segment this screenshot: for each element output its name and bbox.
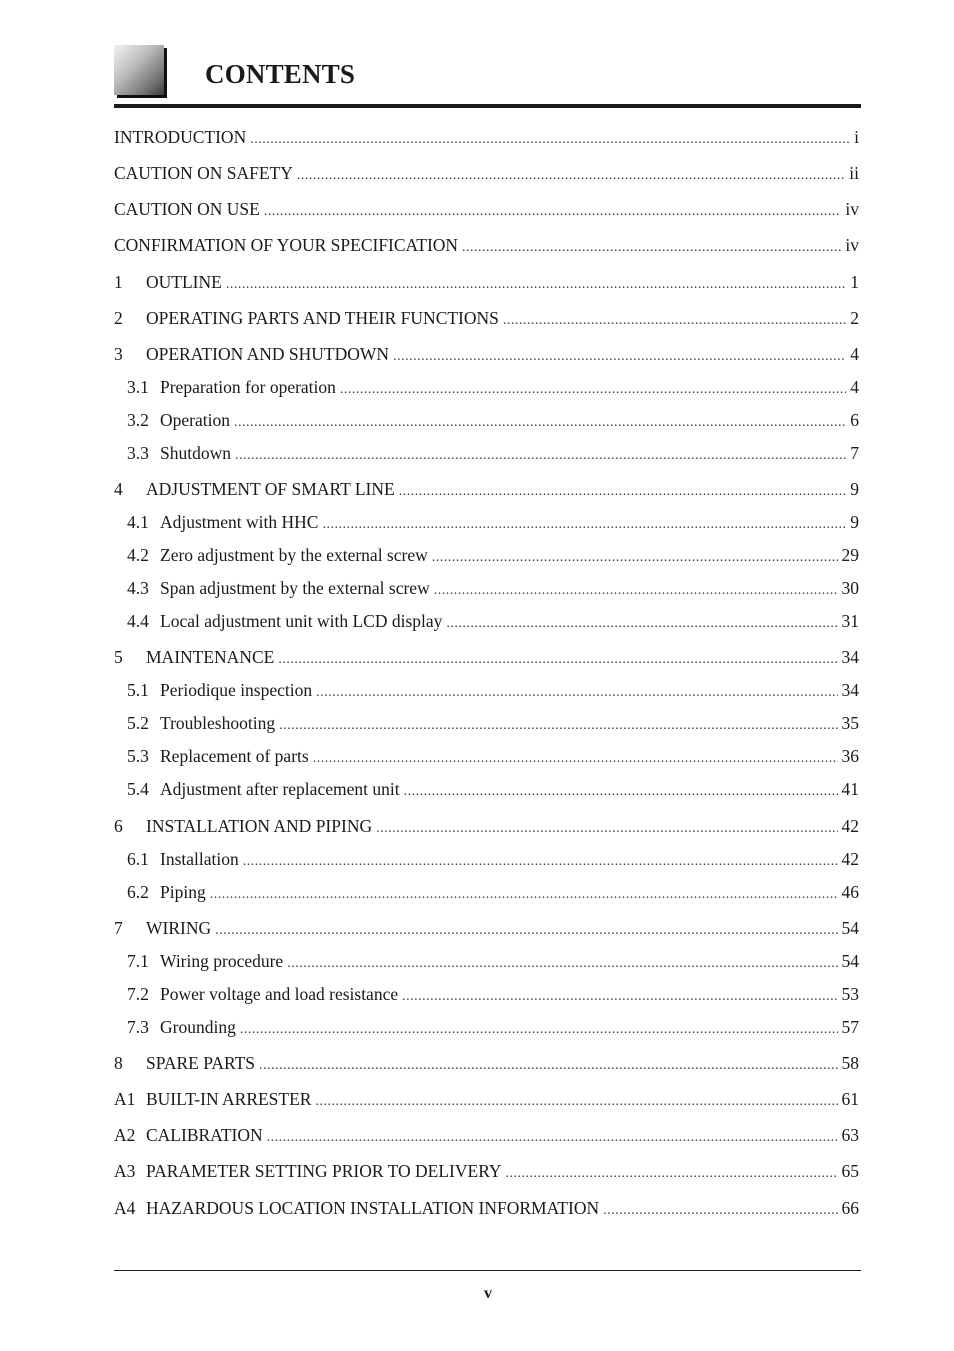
dot-leader xyxy=(240,1018,838,1042)
toc-entry-page: 6 xyxy=(850,410,859,430)
dot-leader xyxy=(210,883,838,907)
toc-entry-page: 4 xyxy=(850,377,859,397)
toc-entry[interactable] xyxy=(114,197,859,221)
toc-entry-label: Installation xyxy=(160,849,239,869)
dot-leader xyxy=(402,985,837,1009)
dot-leader xyxy=(603,1199,837,1223)
toc-entry-page: iv xyxy=(845,199,859,219)
toc-entry-label: SPARE PARTS xyxy=(146,1053,256,1073)
toc-entry-page: iv xyxy=(845,235,859,255)
dot-leader xyxy=(446,612,837,636)
toc-entry-label: Adjustment with HHC xyxy=(160,512,319,532)
toc-entry-number: A1 xyxy=(114,1089,136,1109)
toc-subsection-entry[interactable] xyxy=(127,678,859,702)
toc-entry-page: 30 xyxy=(841,578,859,598)
toc-entry-label: WIRING xyxy=(146,918,212,938)
toc-entry-number: 3.2 xyxy=(127,410,149,430)
dot-leader xyxy=(393,345,846,369)
toc-entry-label: CAUTION ON SAFETY xyxy=(114,163,293,183)
dot-leader xyxy=(432,546,838,570)
toc-entry-number: A2 xyxy=(114,1125,136,1145)
toc-entry-page: 9 xyxy=(850,512,859,532)
toc-entry-number: 4.1 xyxy=(127,512,149,532)
toc-entry[interactable] xyxy=(114,125,859,149)
toc-entry-label: INTRODUCTION xyxy=(114,127,247,147)
toc-entry-label: HAZARDOUS LOCATION INSTALLATION INFORMATION xyxy=(146,1198,600,1218)
toc-entry-number: 4.2 xyxy=(127,545,149,565)
toc-entry[interactable] xyxy=(114,270,859,294)
toc-entry-number: A4 xyxy=(114,1198,136,1218)
toc-entry-number: 6.2 xyxy=(127,882,149,902)
toc-entry-page: 54 xyxy=(841,951,859,971)
toc-entry-number: 5.3 xyxy=(127,746,149,766)
toc-entry-page: 65 xyxy=(841,1161,859,1181)
dot-leader xyxy=(322,513,846,537)
toc-entry-number: 3 xyxy=(114,344,123,364)
toc-entry-page: ii xyxy=(849,163,859,183)
dot-leader xyxy=(250,128,850,152)
toc-entry-page: 42 xyxy=(841,816,859,836)
toc-entry-page: 7 xyxy=(850,443,859,463)
toc-entry-page: 35 xyxy=(841,713,859,733)
toc-subsection-entry[interactable] xyxy=(127,408,859,432)
toc-entry-label: Wiring procedure xyxy=(160,951,284,971)
toc-entry-page: 53 xyxy=(841,984,859,1004)
toc-subsection-entry[interactable] xyxy=(127,543,859,567)
toc-entry[interactable] xyxy=(114,342,859,366)
toc-subsection-entry[interactable] xyxy=(127,576,859,600)
toc-entry-label: Periodique inspection xyxy=(160,680,313,700)
dot-leader xyxy=(234,411,846,435)
toc-entry-label: Operation xyxy=(160,410,230,430)
toc-entry-page: 9 xyxy=(850,479,859,499)
toc-entry-page: 54 xyxy=(841,918,859,938)
toc-entry-number: 6 xyxy=(114,816,123,836)
page-number: v xyxy=(484,1285,492,1302)
toc-subsection-entry[interactable] xyxy=(127,441,859,465)
toc-subsection-entry[interactable] xyxy=(127,744,859,768)
dot-leader xyxy=(340,378,846,402)
toc-entry[interactable] xyxy=(114,1196,859,1220)
toc-subsection-entry[interactable] xyxy=(127,847,859,871)
toc-subsection-entry[interactable] xyxy=(127,609,859,633)
toc-entry-label: OPERATING PARTS AND THEIR FUNCTIONS xyxy=(146,308,499,328)
toc-entry-number: 4.4 xyxy=(127,611,149,631)
toc-entry-label: MAINTENANCE xyxy=(146,647,275,667)
dot-leader xyxy=(404,780,838,804)
toc-entry[interactable] xyxy=(114,233,859,257)
toc-entry-label: CONFIRMATION OF YOUR SPECIFICATION xyxy=(114,235,459,255)
toc-entry-page: 4 xyxy=(850,344,859,364)
dot-leader xyxy=(235,444,846,468)
toc-entry-page: 2 xyxy=(850,308,859,328)
dot-leader xyxy=(267,1126,838,1150)
dot-leader xyxy=(315,1090,837,1114)
toc-subsection-entry[interactable] xyxy=(127,510,859,534)
toc-subsection-entry[interactable] xyxy=(127,880,859,904)
toc-entry-page: 34 xyxy=(841,647,859,667)
toc-entry-label: Piping xyxy=(160,882,206,902)
toc-entry-number: 7.1 xyxy=(127,951,149,971)
toc-entry-label: ADJUSTMENT OF SMART LINE xyxy=(146,479,395,499)
toc-entry[interactable] xyxy=(114,1087,859,1111)
toc-entry-number: 4 xyxy=(114,479,123,499)
toc-entry-number: 5.2 xyxy=(127,713,149,733)
toc-subsection-entry[interactable] xyxy=(127,777,859,801)
toc-entry-page: i xyxy=(854,127,859,147)
dot-leader xyxy=(506,1162,838,1186)
toc-entry-label: CALIBRATION xyxy=(146,1125,263,1145)
toc-entry-number: 5 xyxy=(114,647,123,667)
toc-entry[interactable] xyxy=(114,645,859,669)
dot-leader xyxy=(503,309,846,333)
page-title: CONTENTS xyxy=(205,59,356,89)
toc-entry-label: BUILT-IN ARRESTER xyxy=(146,1089,312,1109)
toc-entry-number: 1 xyxy=(114,272,123,292)
toc-entry-label: INSTALLATION AND PIPING xyxy=(146,816,373,836)
toc-entry-number: 2 xyxy=(114,308,123,328)
toc-entry-number: 8 xyxy=(114,1053,123,1073)
toc-entry-page: 58 xyxy=(841,1053,859,1073)
toc-subsection-entry[interactable] xyxy=(127,982,859,1006)
toc-entry[interactable] xyxy=(114,1159,859,1183)
toc-entry-page: 61 xyxy=(841,1089,859,1109)
toc-entry-page: 31 xyxy=(841,611,859,631)
toc-entry-page: 41 xyxy=(841,779,859,799)
toc-entry-label: Preparation for operation xyxy=(160,377,336,397)
toc-entry-page: 42 xyxy=(841,849,859,869)
toc-entry-number: 3.3 xyxy=(127,443,149,463)
dot-leader xyxy=(316,681,837,705)
toc-entry-number: 5.1 xyxy=(127,680,149,700)
toc-entry-page: 29 xyxy=(841,545,859,565)
toc-entry-label: PARAMETER SETTING PRIOR TO DELIVERY xyxy=(146,1161,502,1181)
toc-entry-label: Shutdown xyxy=(160,443,231,463)
toc-entry-page: 1 xyxy=(850,272,859,292)
dot-leader xyxy=(376,817,837,841)
toc-entry-label: Troubleshooting xyxy=(160,713,276,733)
dot-leader xyxy=(215,919,837,943)
toc-entry[interactable] xyxy=(114,1051,859,1075)
toc-entry-page: 46 xyxy=(841,882,859,902)
toc-entry-number: 6.1 xyxy=(127,849,149,869)
toc-entry-label: Span adjustment by the external screw xyxy=(160,578,430,598)
toc-subsection-entry[interactable] xyxy=(127,375,859,399)
toc-entry[interactable] xyxy=(114,1123,859,1147)
toc-subsection-entry[interactable] xyxy=(127,711,859,735)
dot-leader xyxy=(399,480,847,504)
toc-entry-number: 3.1 xyxy=(127,377,149,397)
toc-entry-label: Grounding xyxy=(160,1017,236,1037)
toc-entry[interactable] xyxy=(114,916,859,940)
dot-leader xyxy=(313,747,838,771)
toc-entry[interactable] xyxy=(114,477,859,501)
toc-entry-page: 66 xyxy=(841,1198,859,1218)
toc-entry-label: Zero adjustment by the external screw xyxy=(160,545,428,565)
toc-entry-label: Local adjustment unit with LCD display xyxy=(160,611,443,631)
toc-entry-label: CAUTION ON USE xyxy=(114,199,260,219)
toc-entry-number: 7 xyxy=(114,918,123,938)
dot-leader xyxy=(259,1054,837,1078)
dot-leader xyxy=(279,714,837,738)
toc-entry-number: 4.3 xyxy=(127,578,149,598)
toc-entry-number: A3 xyxy=(114,1161,136,1181)
toc-entry-page: 63 xyxy=(841,1125,859,1145)
dot-leader xyxy=(287,952,837,976)
toc-entry[interactable] xyxy=(114,306,859,330)
toc-entry-label: Adjustment after replacement unit xyxy=(160,779,400,799)
toc-entry-label: OUTLINE xyxy=(146,272,222,292)
footer-rule xyxy=(114,1270,861,1271)
dot-leader xyxy=(226,273,846,297)
toc-entry[interactable] xyxy=(114,161,859,185)
toc-entry-number: 7.3 xyxy=(127,1017,149,1037)
dot-leader xyxy=(462,236,841,260)
toc-entry-label: Replacement of parts xyxy=(160,746,309,766)
toc-entry-number: 7.2 xyxy=(127,984,149,1004)
toc-entry-page: 36 xyxy=(841,746,859,766)
dot-leader xyxy=(434,579,838,603)
dot-leader xyxy=(297,164,845,188)
toc-subsection-entry[interactable] xyxy=(127,1015,859,1039)
toc-entry-label: OPERATION AND SHUTDOWN xyxy=(146,344,390,364)
toc-entry-label: Power voltage and load resistance xyxy=(160,984,399,1004)
dot-leader xyxy=(278,648,837,672)
toc-entry[interactable] xyxy=(114,814,859,838)
toc-entry-number: 5.4 xyxy=(127,779,149,799)
toc-subsection-entry[interactable] xyxy=(127,949,859,973)
dot-leader xyxy=(243,850,838,874)
dot-leader xyxy=(264,200,842,224)
toc-entry-page: 34 xyxy=(841,680,859,700)
toc-entry-page: 57 xyxy=(841,1017,859,1037)
